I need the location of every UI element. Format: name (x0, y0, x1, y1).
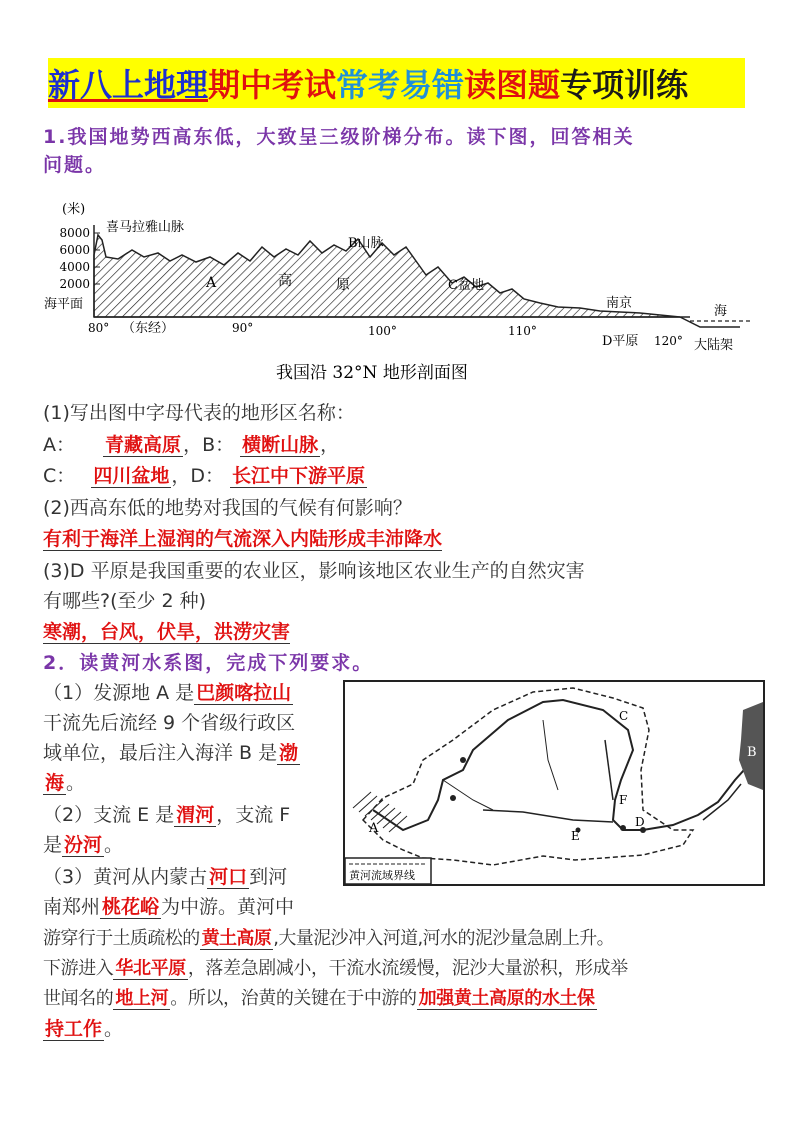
label-nanjing: 南京 (606, 296, 633, 311)
title-part-1: 新八上地理 (48, 66, 209, 104)
q2-line4: 海 。 (45, 772, 86, 794)
q2-line6: 是 汾河 。 (43, 834, 124, 856)
y-tick-label: 海平面 (44, 297, 84, 312)
label-a: A (206, 275, 217, 291)
q2-line7: （3）黄河从内蒙古 河口 到河 (43, 866, 288, 888)
title-part-4: 读图题 (464, 66, 561, 104)
q1-heading-line1: 1.我国地势西高东低，大致呈三级阶梯分布。读下图，回答相关 (43, 126, 635, 148)
answer-taohuayu: 桃花峪 (102, 896, 160, 918)
map-label-d: D (635, 815, 645, 829)
map-label-a: A (369, 821, 379, 836)
title-part-2: 期中考试 (208, 66, 337, 104)
figure-caption: 我国沿 32°N 地形剖面图 (276, 363, 468, 383)
a-answer: 青藏高原 (105, 434, 182, 456)
q2-line5: （2）支流 E 是 渭河 ，支流 F (43, 804, 291, 826)
q2-line9: 游穿行于土质疏松的 黄土高原 ,大量泥沙冲入河道,河水的泥沙量急剧上升。 (43, 928, 615, 949)
b-label: ，B： (183, 434, 235, 456)
label-b-mountain: B山脉 (348, 236, 384, 251)
label-himalaya: 喜马拉雅山脉 (106, 220, 185, 235)
map-label-c: C (619, 709, 629, 723)
answer-north-china-plain: 华北平原 (115, 958, 186, 979)
label-gao: 高 (278, 273, 292, 289)
q2-line11: 世闻名的 地上河 。所以，治黄的关键在于中游的 加强黄土高原的水土保 (43, 988, 595, 1009)
x-tick-label: 100° (368, 324, 397, 338)
q1-sub3-prompt-line2: 有哪些?(至少 2 种) (43, 590, 207, 612)
label-shelf: 大陆架 (694, 338, 734, 353)
q2-line8: 南郑州 桃花峪 为中游。黄河中 (43, 896, 295, 918)
a-label: A： (43, 434, 75, 456)
x-tick-label: 110° (508, 324, 537, 338)
q1-sub3-answer: 寒潮，台风，伏旱，洪涝灾害 (43, 621, 291, 643)
label-d-plain: D平原 (602, 334, 639, 349)
label-c-basin: C盆地 (448, 278, 484, 293)
answer-loess-plateau: 黄土高原 (201, 928, 272, 949)
map-label-f: F (619, 793, 628, 807)
answer-hekou: 河口 (209, 866, 248, 888)
answer-sea-part1: 渤 (279, 742, 299, 764)
answer-tributary-f: 汾河 (64, 834, 103, 856)
y-tick-label: 2000 (59, 277, 90, 291)
q2-line1: （1）发源地 A 是 巴颜喀拉山 (43, 682, 292, 704)
d-label: ，D： (171, 465, 224, 487)
x-tick-label: 80° (88, 321, 110, 335)
q1-sub2-prompt: (2)西高东低的地势对我国的气候有何影响？ (43, 497, 412, 519)
y-tick-label: 4000 (59, 260, 90, 274)
q1-heading-line2: 问题。 (43, 154, 107, 176)
answer-tributary-e: 渭河 (176, 804, 215, 826)
q1-ab-line (43, 430, 339, 460)
q2-line12: 持工作 。 (45, 1018, 124, 1040)
answer-suspended-river: 地上河 (115, 988, 169, 1009)
q2-line10: 下游进入 华北平原 ，落差急剧减小，干流水流缓慢，泥沙大量淤积，形成举 (43, 958, 628, 979)
c-label: C： (43, 465, 76, 487)
answer-soil-conservation-part1: 加强黄土高原的水土保 (418, 988, 595, 1009)
q1-cd-line (43, 461, 367, 491)
q2-line3: 域单位，最后注入海洋 B 是 渤 (43, 742, 299, 764)
answer-soil-conservation-part2: 持工作 (45, 1018, 103, 1040)
c-answer: 四川盆地 (93, 465, 170, 487)
q2-heading: 2．读黄河水系图，完成下列要求。 (43, 652, 374, 674)
map-label-e: E (571, 829, 580, 843)
terrain-profile-figure (40, 195, 760, 395)
x-tick-label: 120° (654, 334, 683, 348)
answer-source: 巴颜喀拉山 (196, 682, 292, 704)
d-answer: 长江中下游平原 (231, 465, 365, 487)
x-tick-label: 90° (232, 321, 254, 335)
page-title (48, 58, 745, 108)
yellow-river-map (343, 680, 765, 886)
terrain-profile-shape (94, 235, 680, 317)
y-unit-label: (米) (62, 202, 86, 217)
y-tick-label: 6000 (59, 243, 90, 257)
q1-sub1-prompt: (1)写出图中字母代表的地形区名称： (43, 402, 355, 424)
b-tail: ， (320, 434, 340, 456)
q1-sub3-prompt-line1: (3)D 平原是我国重要的农业区，影响该地区农业生产的自然灾害 (43, 560, 585, 582)
answer-sea-part2: 海 (45, 772, 65, 794)
q1-sub2-answer: 有利于海洋上湿润的气流深入内陆形成丰沛降水 (43, 528, 443, 550)
title-part-3: 常考易错 (336, 66, 465, 104)
y-tick-label: 8000 (59, 226, 90, 240)
label-yuan: 原 (336, 277, 350, 293)
q2-line2: 干流先后流经 9 个省级行政区 (43, 712, 296, 734)
title-part-5: 专项训练 (560, 66, 689, 104)
x-tick-label: （东经） (122, 321, 175, 336)
map-label-b: B (747, 745, 757, 760)
b-answer: 横断山脉 (242, 434, 319, 456)
map-legend: 黄河流域界线 (349, 869, 415, 882)
label-sea: 海 (714, 304, 728, 319)
